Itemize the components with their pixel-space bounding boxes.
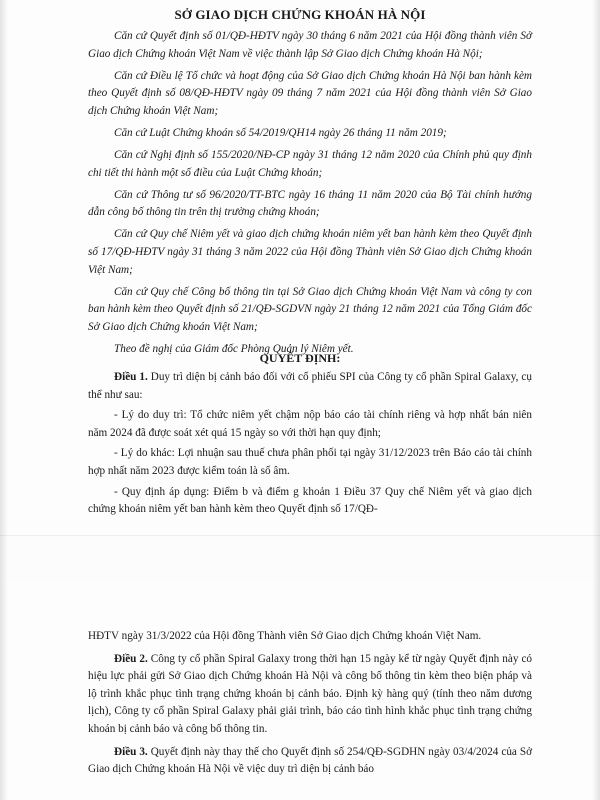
- right-edge-shadow: [592, 0, 600, 800]
- document-heading: SỞ GIAO DỊCH CHỨNG KHOÁN HÀ NỘI: [174, 7, 426, 22]
- page-gap: [0, 535, 600, 582]
- preamble-item: Căn cứ Nghị định số 155/2020/NĐ-CP ngày 31 tháng 12 năm 2020 của Chính phủ quy định chi tiết thi hành một số điều của Luật Chứng khoán;: [88, 149, 532, 179]
- article-1-label: Điều 1.: [114, 371, 148, 383]
- article-1-intro: [88, 369, 532, 404]
- preamble-item: Căn cứ Điều lệ Tổ chức và hoạt động của Sở Giao dịch Chứng khoán Hà Nội ban hành kèm theo Quyết định số 08/QĐ-HĐTV ngày 09 tháng 7 năm 2021 của Hội đồng thành viên Sở Giao dịch Chứng khoán Việt Nam;: [88, 69, 532, 117]
- preamble-item: Căn cứ Luật Chứng khoán số 54/2019/QH14 ngày 26 tháng 11 năm 2019;: [114, 126, 447, 139]
- page-2-content: [88, 628, 532, 784]
- article-3: [88, 744, 532, 779]
- preamble-item: Căn cứ Quy chế Công bố thông tin tại Sở Giao dịch Chứng khoán Việt Nam và công ty con ban hành kèm theo Quyết định số 21/QĐ-SGDVN ngày 21 tháng 12 năm 2021 của Tổng Giám đốc Sở Giao dịch Chứng khoán Việt Nam;: [88, 285, 532, 333]
- left-edge-shadow: [0, 0, 8, 800]
- article-2: [88, 651, 532, 739]
- preamble-item: Căn cứ Quyết định số 01/QĐ-HĐTV ngày 30 tháng 6 năm 2021 của Hội đồng thành viên Sở Giao dịch Chứng khoán Việt Nam về việc thành lập Sở Giao dịch Chứng khoán Hà Nội;: [88, 30, 532, 60]
- preamble: [88, 28, 532, 363]
- preamble-item: Theo đề nghị của Giám đốc Phòng Quản lý Niêm yết.: [114, 343, 354, 355]
- article-1-continuation: HĐTV ngày 31/3/2022 của Hội đồng Thành viên Sở Giao dịch Chứng khoán Việt Nam.: [88, 630, 482, 642]
- article-3-text: Quyết định này thay thế cho Quyết định số 254/QĐ-SGDHN ngày 03/4/2024 của Sở Giao dịch Chứng khoán Hà Nội về việc duy trì diện bị cảnh báo: [88, 745, 532, 776]
- article-1-other-reason: - Lý do khác: Lợi nhuận sau thuế chưa phân phối tại ngày 31/12/2023 trên Báo cáo tài chính hợp nhất năm 2023 được kiểm toán là số âm.: [88, 447, 532, 477]
- article-1-regulation: - Quy định áp dụng: Điểm b và điểm g khoản 1 Điều 37 Quy chế Niêm yết và giao dịch chứng khoán niêm yết ban hành kèm theo Quyết định số 17/QĐ-: [88, 485, 532, 516]
- article-3-label: Điều 3.: [114, 745, 148, 758]
- article-2-text: Công ty cổ phần Spiral Galaxy trong thời hạn 15 ngày kể từ ngày Quyết định này có hiệu lực phải gửi Sở Giao dịch Chứng khoán Hà Nội và công bố thông tin kèm theo biện pháp và lộ trình khắc phục tình trạng chứng khoán bị cảnh báo. Định kỳ hàng quý (tính theo năm dương lịch), Công ty cổ phần Spiral Galaxy phải giải trình, báo cáo tình hình khắc phục tình trạng chứng khoán bị cảnh báo và công bố thông tin.: [88, 652, 532, 735]
- article-1-text: Duy trì diện bị cảnh báo đối với cổ phiếu SPI của Công ty cổ phần Spiral Galaxy, cụ thể như sau:: [88, 371, 532, 401]
- article-2-label: Điều 2.: [114, 652, 148, 665]
- preamble-item: Căn cứ Quy chế Niêm yết và giao dịch chứng khoán niêm yết ban hành kèm theo Quyết định số 17/QĐ-HĐTV ngày 31 tháng 3 năm 2022 của Hội đồng Thành viên Sở Giao dịch Chứng khoán Việt Nam;: [88, 228, 532, 276]
- article-1: [88, 369, 532, 522]
- preamble-item: Căn cứ Thông tư số 96/2020/TT-BTC ngày 16 tháng 11 năm 2020 của Bộ Tài chính hướng dẫn công bố thông tin trên thị trường chứng khoán;: [88, 188, 532, 219]
- decision-title: QUYẾT ĐỊNH:: [259, 351, 341, 365]
- article-1-reason: - Lý do duy trì: Tổ chức niêm yết chậm nộp báo cáo tài chính riêng và hợp nhất bán niên năm 2024 đã được soát xét quá 15 ngày so với thời hạn quy định;: [88, 409, 532, 439]
